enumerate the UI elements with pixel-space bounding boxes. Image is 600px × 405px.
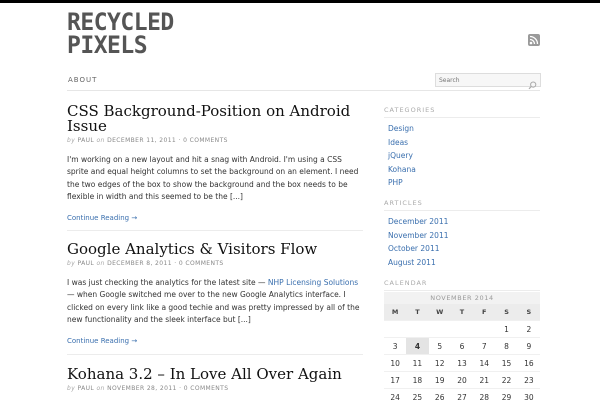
calendar-day: 4: [406, 338, 428, 355]
logo-line-2: PIXELS: [67, 34, 174, 57]
calendar-heading: CALENDAR: [384, 279, 540, 291]
calendar-day: 22: [495, 372, 517, 389]
calendar-day: 13: [451, 355, 473, 372]
post-comments[interactable]: 0 COMMENTS: [179, 260, 224, 267]
day-header: S: [495, 304, 517, 321]
post-author[interactable]: PAUL: [77, 137, 94, 144]
calendar-week-row: [384, 355, 540, 372]
calendar-day: 24: [384, 389, 406, 405]
calendar-day: 10: [384, 355, 406, 372]
post-comments[interactable]: 0 COMMENTS: [184, 385, 229, 392]
calendar-day: 27: [451, 389, 473, 405]
post-meta: by PAUL on NOVEMBER 28, 2011 · 0 COMMENTS: [67, 385, 363, 392]
calendar-week-row: [384, 372, 540, 389]
logo-line-1: RECYCLED: [67, 11, 174, 34]
calendar-day: 3: [384, 338, 406, 355]
category-item: Ideas: [384, 136, 540, 150]
category-item: Kohana: [384, 163, 540, 177]
day-header: F: [473, 304, 495, 321]
continue-reading-link[interactable]: Continue Reading →: [67, 337, 363, 345]
post-author[interactable]: PAUL: [77, 260, 94, 267]
post-meta: by PAUL on DECEMBER 8, 2011 · 0 COMMENTS: [67, 260, 363, 267]
post-title[interactable]: CSS Background-Position on Android Issue: [67, 104, 363, 134]
sidebar-articles: [384, 199, 540, 269]
category-item: jQuery: [384, 149, 540, 163]
continue-reading-link[interactable]: Continue Reading →: [67, 214, 363, 222]
calendar-day: 15: [495, 355, 517, 372]
calendar-day: 5: [429, 338, 451, 355]
calendar-header-row: [384, 304, 540, 321]
post-title[interactable]: Kohana 3.2 – In Love All Over Again: [67, 367, 363, 382]
calendar-day: 23: [518, 372, 540, 389]
post-3: [67, 367, 363, 392]
post-1: [67, 104, 363, 222]
calendar-day: 26: [429, 389, 451, 405]
calendar-day: 8: [495, 338, 517, 355]
calendar-empty-cell: [384, 321, 406, 338]
post-excerpt: I'm working on a new layout and hit a snag with Android. I'm using a CSS sprite and equal height columns to set the background on an element. I need the two edges of the box to show the background and the box needs to be flexible in width and this seemed to be the [...]: [67, 154, 363, 203]
calendar: [384, 292, 540, 405]
calendar-day: 6: [451, 338, 473, 355]
category-item: PHP: [384, 176, 540, 190]
calendar-day: 21: [473, 372, 495, 389]
category-item: Design: [384, 122, 540, 136]
archive-item: November 2011: [384, 229, 540, 243]
search-box: [435, 73, 541, 87]
day-header: M: [384, 304, 406, 321]
search-input[interactable]: [439, 74, 519, 86]
calendar-day: 2: [518, 321, 540, 338]
calendar-caption: NOVEMBER 2014: [384, 292, 540, 304]
post-excerpt: I was just checking the analytics for the latest site — NHP Licensing Solutions — when Google switched me over to the new Google Analytics interface. I clicked on every link like a good techie and was pretty impressed by all of the new functionality and the sleek interface but [...]: [67, 277, 363, 326]
day-header: S: [518, 304, 540, 321]
post-separator: [67, 354, 363, 355]
nhp-licensing-link[interactable]: NHP Licensing Solutions: [268, 278, 358, 287]
day-header: W: [429, 304, 451, 321]
calendar-day: 17: [384, 372, 406, 389]
post-2: [67, 242, 363, 345]
calendar-empty-cell: [473, 321, 495, 338]
calendar-week-row: [384, 389, 540, 405]
post-date: DECEMBER 11, 2011: [107, 137, 176, 144]
calendar-day: 7: [473, 338, 495, 355]
calendar-day: 14: [473, 355, 495, 372]
calendar-day: 12: [429, 355, 451, 372]
search-icon[interactable]: [528, 75, 537, 94]
archive-item: October 2011: [384, 242, 540, 256]
calendar-day: 1: [495, 321, 517, 338]
sidebar-categories: [384, 106, 540, 190]
categories-heading: CATEGORIES: [384, 106, 540, 118]
calendar-empty-cell: [406, 321, 428, 338]
site-logo[interactable]: [67, 11, 174, 57]
calendar-week-row: [384, 321, 540, 338]
post-date: DECEMBER 8, 2011: [107, 260, 172, 267]
calendar-day: 16: [518, 355, 540, 372]
calendar-day: 29: [495, 389, 517, 405]
archive-item: December 2011: [384, 215, 540, 229]
rss-icon[interactable]: [528, 34, 540, 46]
calendar-day: 30: [518, 389, 540, 405]
calendar-week-row: [384, 338, 540, 355]
top-bar: [0, 0, 600, 3]
post-separator: [67, 230, 363, 231]
articles-heading: ARTICLES: [384, 199, 540, 211]
calendar-day: 9: [518, 338, 540, 355]
day-header: T: [451, 304, 473, 321]
post-comments[interactable]: 0 COMMENTS: [183, 137, 228, 144]
calendar-empty-cell: [429, 321, 451, 338]
calendar-day: 25: [406, 389, 428, 405]
post-date: NOVEMBER 28, 2011: [107, 385, 177, 392]
calendar-empty-cell: [451, 321, 473, 338]
post-meta: by PAUL on DECEMBER 11, 2011 · 0 COMMENTS: [67, 137, 363, 144]
post-title[interactable]: Google Analytics & Visitors Flow: [67, 242, 363, 257]
nav-about[interactable]: ABOUT: [68, 76, 97, 84]
sidebar-calendar: [384, 279, 540, 291]
calendar-day: 28: [473, 389, 495, 405]
archive-item: August 2011: [384, 256, 540, 270]
calendar-day: 11: [406, 355, 428, 372]
post-author[interactable]: PAUL: [77, 385, 94, 392]
calendar-day: 20: [451, 372, 473, 389]
calendar-day: 19: [429, 372, 451, 389]
calendar-day: 18: [406, 372, 428, 389]
day-header: T: [406, 304, 428, 321]
